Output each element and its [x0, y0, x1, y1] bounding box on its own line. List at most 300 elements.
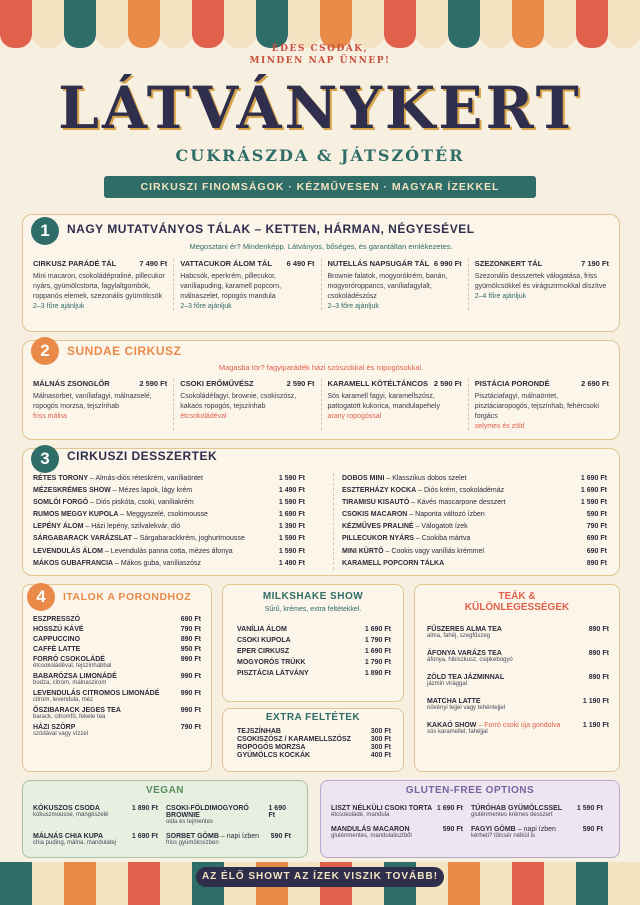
dessert-row	[33, 497, 305, 509]
dessert-label: SÁRGABARACK VARÁZSLAT – Sárgabarackkrém, joghurtmousse	[33, 535, 245, 543]
section-tagline: Megosztani ér? Mindenképp. Látványos, bőséges, és garantáltan emlékezetes.	[189, 242, 453, 251]
item-label	[237, 728, 281, 735]
item-name: ŐSZIBARACK JEGES TEA	[33, 707, 121, 714]
item-label	[331, 805, 432, 812]
dessert-name: MÁKOS GUBAFRANCIA	[33, 559, 114, 567]
dessert-name: MÉZESKRÉMES SHOW	[33, 487, 111, 495]
brand-subtitle: CUKRÁSZDA & JÁTSZÓTÉR	[175, 146, 465, 165]
awning-stripe	[288, 0, 320, 48]
item-description: Málnasorbet, vaníliafagyi, málnazselé, ropogós morzsa, tejszínhab	[33, 393, 152, 410]
dessert-label: SOMLÓI FORGÓ – Diós piskóta, csoki, vaníliakrém	[33, 499, 194, 507]
awning-stripe	[608, 0, 640, 48]
item-price: 7 190 Ft	[581, 259, 609, 268]
item-note: friss málna	[33, 413, 67, 420]
dessert-desc: Csokiba mártva	[421, 535, 471, 543]
item-name: HÁZI SZÖRP	[33, 724, 76, 731]
item-label	[237, 626, 287, 633]
item-label	[33, 656, 105, 663]
item-label	[237, 659, 305, 666]
dessert-price: 690 Ft	[586, 535, 607, 543]
awning-stripe	[512, 0, 544, 48]
item-label	[237, 744, 305, 751]
footer-stripe	[576, 862, 608, 905]
item-note: 2–3 főre ajánljuk	[180, 303, 232, 310]
dessert-price: 690 Ft	[586, 547, 607, 555]
card-header	[475, 259, 609, 268]
item-description: Mini macaron, csokoládépraliné, pillecukor nyárs, gyümölcstorta, fagylaltgombók, roppanós elemek, szezonális gyümölcsök	[33, 273, 165, 300]
dessert-row	[33, 485, 305, 497]
dessert-row	[342, 497, 607, 509]
item-price: 590 Ft	[582, 826, 603, 833]
item-label	[427, 626, 502, 633]
card-header	[180, 259, 314, 268]
platter-list	[27, 259, 615, 310]
item-price: 6 990 Ft	[433, 259, 462, 268]
footer-stripe	[32, 862, 64, 905]
item-price: 1 690 Ft	[364, 626, 391, 633]
item-price: 2 590 Ft	[433, 379, 462, 388]
item-name: CSOKI ERŐMŰVÉSZ	[180, 379, 254, 388]
item-name: ESZPRESSZÓ	[33, 616, 81, 623]
dessert-price: 1 390 Ft	[278, 523, 305, 531]
item-name: MÁLNÁS CHIA KUPA	[33, 833, 103, 840]
dessert-label: MINI KÜRTŐ – Cookis vagy vaníliás krémmel	[342, 547, 484, 555]
list-item	[237, 637, 391, 644]
list-item	[33, 656, 201, 663]
section-extras	[222, 708, 404, 772]
section-teas	[414, 584, 620, 772]
tagline-line-1: ÉDES CSODÁK,	[271, 44, 369, 54]
item-name: CIRKUSZ PARÁDÉ TÁL	[33, 259, 117, 268]
dessert-row	[33, 558, 305, 570]
item-description: Csokoládéfagyi, brownie, csokiszósz, kakaós ropogós, tejszínhab	[180, 393, 297, 410]
menu-card	[468, 259, 615, 310]
menu-card	[321, 259, 468, 310]
section-milkshake	[222, 584, 404, 702]
dessert-desc: Kávés mascarpone desszert	[417, 499, 506, 507]
section-number: 3	[31, 445, 59, 473]
awning-stripe	[416, 0, 448, 48]
dessert-desc: Házi lepény, szilvalekvár, dió	[91, 523, 181, 531]
awning-stripe	[96, 0, 128, 48]
section-tagline: Magasba tör? fagyiparádék házi szószokkal és ropogósokkal.	[218, 363, 424, 372]
grid-item	[471, 805, 611, 822]
item-price: 590 Ft	[270, 833, 291, 840]
list-item	[237, 744, 391, 751]
section-number: 2	[31, 337, 59, 365]
section-desserts	[22, 448, 620, 576]
dessert-label: TIRAMISU KISAUTÓ – Kávés mascarpone desszert	[342, 499, 506, 507]
item-name: LEVENDULÁS CITROMOS LIMONÁDÉ	[33, 690, 160, 697]
item-label	[427, 722, 561, 729]
item-description: növényi tejjel vagy tehéntejjel	[427, 705, 506, 711]
list-item	[427, 674, 609, 681]
dessert-col-left	[33, 473, 305, 570]
item-price: 990 Ft	[180, 656, 201, 663]
item-label	[33, 673, 117, 680]
item-name: FAGYI GÖMB	[471, 826, 516, 833]
item-name: NUTELLÁS NAPSUGÁR TÁL	[327, 259, 430, 268]
list-item	[237, 659, 391, 666]
list-item	[33, 616, 201, 623]
menu-card	[173, 259, 320, 310]
item-description: gluténmentes krémes desszert	[471, 812, 553, 818]
dessert-desc: Almás-diós réteskrém, vaníliaöntet	[95, 475, 203, 482]
item-name: VANÍLIA ÁLOM	[237, 626, 287, 633]
item-description: kérheti? tölcsér nélkül is	[471, 833, 536, 839]
item-name: KAKAÓ SHOW	[427, 722, 477, 729]
item-label	[331, 826, 410, 833]
awning-stripe	[32, 0, 64, 48]
footer-stripe	[512, 862, 544, 905]
card-header	[33, 259, 167, 268]
item-name: EPER CIRKUSZ	[237, 648, 290, 655]
item-label	[166, 805, 268, 819]
item-price: 690 Ft	[180, 616, 201, 623]
footer-stripe	[96, 862, 128, 905]
dessert-price: 1 590 Ft	[278, 535, 305, 543]
footer-stripe	[0, 862, 32, 905]
item-name: BABARÓZSA LIMONÁDÉ	[33, 673, 117, 680]
item-extra: – napi ízben	[517, 826, 556, 833]
list-item	[427, 698, 609, 705]
item-price: 2 590 Ft	[139, 379, 168, 388]
item-label	[33, 833, 103, 840]
vegan-list	[33, 805, 299, 854]
item-label	[33, 636, 80, 643]
item-description: citrom, levendula, méz	[33, 697, 94, 703]
tagline-line-2: MINDEN NAP ÜNNEP!	[249, 56, 391, 66]
milkshake-title: MILKSHAKE SHOW	[262, 591, 364, 602]
item-note: 2–4 főre ajánljuk	[474, 293, 527, 300]
awning-stripe	[64, 0, 96, 48]
dessert-row	[33, 509, 305, 521]
dessert-row	[342, 533, 607, 545]
menu-card	[468, 379, 615, 430]
item-extra: – napi ízben	[220, 833, 260, 840]
awning-stripe	[448, 0, 480, 48]
grid-item	[331, 805, 471, 822]
grid-item	[33, 833, 166, 850]
item-price: 1 690 Ft	[364, 648, 391, 655]
card-header	[328, 259, 462, 268]
header-tagline	[0, 43, 640, 67]
footer-stripe	[64, 862, 96, 905]
item-label	[471, 805, 562, 812]
item-name: CSOKI-FÖLDIMOGYORÓ BROWNIE	[166, 805, 249, 819]
item-price: 790 Ft	[180, 724, 201, 731]
item-price: 400 Ft	[370, 752, 391, 759]
list-item	[237, 736, 391, 743]
item-name: FŰSZERES ALMA TEA	[427, 626, 502, 633]
item-price: 990 Ft	[180, 673, 201, 680]
item-price: 1 190 Ft	[582, 722, 609, 729]
dessert-desc: Sárgabarackkrém, joghurtmousse	[139, 535, 245, 543]
awning-stripe	[352, 0, 384, 48]
item-description: áfonya, hibiszkusz, csipkebogyó	[427, 657, 513, 663]
dessert-label: KÉZMŰVES PRALINÉ – Válogatott ízek	[342, 523, 468, 531]
dessert-label: LEPÉNY ÁLOM – Házi lepény, szilvalekvár, dió	[33, 523, 181, 531]
dessert-desc: Klasszikus dobos szelet	[392, 475, 467, 482]
item-price: 6 490 Ft	[286, 259, 315, 268]
card-header	[475, 379, 609, 388]
list-item	[237, 626, 391, 633]
footer-stripe	[128, 862, 160, 905]
dessert-name: ESZTERHÁZY KOCKA	[342, 487, 417, 495]
item-description: Brownie falatok, mogyorókrém, banán, mogyoróroppancs, vaníliafagylalt, csokoládészósz	[327, 273, 448, 300]
section-title: NAGY MUTATVÁNYOS TÁLAK – KETTEN, HÁRMAN, NÉGYESÉVEL	[67, 222, 475, 236]
dessert-name: DOBOS MINI	[342, 475, 385, 482]
menu-card	[27, 259, 173, 310]
dessert-label	[342, 558, 444, 570]
item-label	[166, 833, 259, 840]
item-price: 300 Ft	[370, 736, 391, 743]
item-price: 1 890 Ft	[364, 670, 391, 677]
dessert-row	[33, 546, 305, 558]
dessert-desc: Cookis vagy vaníliás krémmel	[391, 547, 484, 555]
item-price: 890 Ft	[588, 650, 609, 657]
grid-item	[166, 833, 299, 850]
item-price: 1 690 Ft	[131, 833, 158, 840]
footer-stripe	[448, 862, 480, 905]
list-item	[33, 805, 158, 812]
item-price: 300 Ft	[370, 744, 391, 751]
item-description: alma, fahéj, szegfűszeg	[427, 633, 491, 639]
item-price: 790 Ft	[180, 626, 201, 633]
dessert-label: CSOKIS MACARON – Naponta változó ízben	[342, 511, 485, 519]
list-item	[237, 728, 391, 735]
dessert-desc: Mákos guba, vaníliaszósz	[120, 559, 202, 567]
item-price: 990 Ft	[180, 707, 201, 714]
item-name: GYÜMÖLCS KOCKÁK	[237, 752, 311, 759]
dessert-label: RUMOS MEGGY KUPOLA – Meggyszelé, csokimousse	[33, 511, 208, 519]
dessert-row	[342, 558, 607, 570]
item-price: 890 Ft	[588, 626, 609, 633]
item-note: selymes és zöld	[474, 423, 525, 430]
dessert-row	[342, 473, 607, 485]
dessert-name: KÉZMŰVES PRALINÉ	[342, 523, 414, 531]
list-item	[427, 722, 609, 729]
item-label	[33, 805, 100, 812]
item-name: SORBET GÖMB	[166, 833, 219, 840]
item-label	[237, 752, 310, 759]
item-name: FORRÓ CSOKOLÁDÉ	[33, 656, 105, 663]
tea-list	[427, 625, 609, 746]
dessert-desc: Mézes lapok, lágy krém	[118, 487, 193, 495]
item-name: VATTACUKOR ÁLOM TÁL	[180, 259, 272, 268]
item-price: 990 Ft	[180, 690, 201, 697]
brand-title: LÁTVÁNYKERT	[58, 74, 582, 142]
footer-stripe	[160, 862, 192, 905]
list-item	[166, 805, 291, 819]
grid-item	[471, 826, 611, 843]
item-description: barack, citromfű, fekete tea	[33, 714, 106, 720]
item-price: 590 Ft	[442, 826, 463, 833]
item-description: gluténmentes, mandulalisztből	[331, 833, 412, 839]
item-name: MÁLNÁS ZSONGLŐR	[33, 379, 110, 388]
dessert-label: MÉZESKRÉMES SHOW – Mézes lapok, lágy krém	[33, 487, 193, 495]
dessert-price: 1 590 Ft	[278, 475, 305, 482]
menu-card	[27, 379, 173, 430]
item-label	[471, 826, 556, 833]
footer-stripe	[480, 862, 512, 905]
section-vegan	[22, 780, 308, 858]
item-description: étcsokoládé, mandula	[331, 812, 390, 818]
item-description: friss gyümölcsízben	[166, 840, 219, 846]
footer-stripe	[544, 862, 576, 905]
dessert-desc: Válogatott ízek	[421, 523, 468, 531]
list-item	[331, 826, 463, 833]
list-item	[33, 833, 158, 840]
footer-stripe	[608, 862, 640, 905]
section-title: SUNDAE CIRKUSZ	[67, 344, 182, 358]
item-name: SZEZONKERT TÁL	[474, 259, 543, 268]
card-header	[33, 379, 167, 388]
dessert-desc: Diós krém, csokoládémáz	[423, 487, 505, 495]
item-price: 890 Ft	[588, 674, 609, 681]
dessert-col-right	[333, 473, 607, 570]
item-label	[33, 707, 121, 714]
dessert-price: 790 Ft	[586, 523, 607, 531]
dessert-name: KARAMELL POPCORN TÁLKA	[342, 559, 445, 567]
grid-item	[166, 805, 299, 829]
item-name: ZÖLD TEA JÁZMINNAL	[427, 674, 505, 681]
item-description: Habcsók, eperkrém, pillecukor, vaníliapuding, karamell popcorn, málnaszelet, ropogós mandula	[180, 273, 282, 300]
item-price: 300 Ft	[370, 728, 391, 735]
awning-stripe	[544, 0, 576, 48]
dessert-row	[342, 521, 607, 533]
dessert-price: 1 590 Ft	[278, 547, 305, 555]
list-item	[331, 805, 463, 812]
list-item	[427, 650, 609, 657]
extras-title: EXTRA FELTÉTEK	[265, 712, 361, 723]
list-item	[33, 646, 201, 653]
item-label	[427, 650, 502, 657]
item-price: 1 790 Ft	[364, 637, 391, 644]
dessert-row	[342, 485, 607, 497]
list-item	[237, 648, 391, 655]
awning-stripe	[480, 0, 512, 48]
list-item	[471, 805, 603, 812]
dessert-row	[342, 546, 607, 558]
item-note: arany ropogóssal	[327, 413, 382, 420]
dessert-name: PILLECUKOR NYÁRS	[342, 535, 414, 543]
item-description: jázmin virággal	[427, 681, 468, 687]
dessert-row	[33, 533, 305, 545]
item-name: PISZTÁCIA LÁTVÁNY	[237, 670, 309, 677]
menu-card	[321, 379, 468, 430]
awning-stripe	[160, 0, 192, 48]
item-price: 7 490 Ft	[139, 259, 168, 268]
dessert-row	[342, 509, 607, 521]
item-price: 2 590 Ft	[286, 379, 315, 388]
awning-stripe	[224, 0, 256, 48]
item-name: ÁFONYA VARÁZS TEA	[427, 650, 502, 657]
teas-title-2: KÜLÖNLEGESSÉGEK	[464, 602, 570, 613]
awning-stripe	[384, 0, 416, 48]
footer-banner: AZ ÉLŐ SHOWT AZ ÍZEK VISZIK TOVÁBB!	[196, 867, 444, 887]
list-item	[33, 690, 201, 697]
milkshake-list	[237, 625, 391, 681]
sundae-list	[27, 379, 615, 430]
awning-stripe	[0, 0, 32, 48]
dessert-price: 590 Ft	[586, 511, 607, 519]
item-note: étcsokoládéval	[180, 413, 227, 420]
awning-stripe	[256, 0, 288, 48]
item-name: TEJSZÍNHAB	[237, 728, 281, 735]
card-header	[180, 379, 314, 388]
item-price: 2 690 Ft	[581, 379, 609, 388]
item-label	[33, 616, 80, 623]
section-drinks	[22, 584, 212, 772]
dessert-price: 890 Ft	[586, 559, 607, 567]
item-name: CSOKI KUPOLA	[237, 637, 291, 644]
item-name: KÓKUSZOS CSODA	[33, 805, 100, 812]
item-label	[427, 674, 504, 681]
item-price: 1 890 Ft	[131, 805, 158, 812]
item-price: 1 190 Ft	[582, 698, 609, 705]
dessert-name: TIRAMISU KISAUTÓ	[342, 499, 410, 507]
dessert-row	[33, 521, 305, 533]
dessert-label: ESZTERHÁZY KOCKA – Diós krém, csokoládémáz	[342, 487, 505, 495]
dessert-label: RÉTES TORONY – Almás-diós réteskrém, vaníliaöntet	[33, 475, 203, 482]
dessert-name: RUMOS MEGGY KUPOLA	[33, 511, 119, 519]
item-description: kókuszmousse, mangószelé	[33, 812, 109, 818]
item-price: 950 Ft	[180, 646, 201, 653]
dessert-row	[33, 473, 305, 485]
section-sundae	[22, 340, 620, 440]
item-price: 1 590 Ft	[576, 805, 603, 812]
item-description: étcsokoládéval, tejszínhabbal	[33, 663, 112, 669]
awning-stripe	[192, 0, 224, 48]
section-number: 1	[31, 217, 59, 245]
dessert-price: 1 490 Ft	[278, 559, 305, 567]
dessert-label: DOBOS MINI – Klasszikus dobos szelet	[342, 475, 467, 482]
teas-title-1: TEÁK &	[498, 591, 536, 602]
item-label	[237, 637, 291, 644]
item-name: HOSSZÚ KÁVÉ	[33, 626, 84, 633]
item-name: CAFFÈ LATTE	[33, 646, 81, 653]
item-name: MANDULÁS MACARON	[331, 826, 410, 833]
menu-card	[173, 379, 320, 430]
section-title: ITALOK A PORONDHOZ	[63, 591, 192, 603]
milkshake-tagline: Sűrű, krémes, extra feltétekkel.	[264, 606, 362, 613]
item-label	[427, 698, 481, 705]
list-item	[33, 636, 201, 643]
awning-stripe	[320, 0, 352, 48]
list-item	[33, 626, 201, 633]
item-price: 1 690 Ft	[436, 805, 463, 812]
item-label	[33, 690, 159, 697]
item-name: MATCHA LATTE	[427, 698, 481, 705]
dessert-price: 1 690 Ft	[580, 487, 607, 495]
item-label	[237, 736, 351, 743]
item-price: 1 690 Ft	[268, 805, 286, 819]
item-label	[33, 626, 84, 633]
extras-list	[237, 727, 391, 759]
header-ribbon: CIRKUSZI FINOMSÁGOK · KÉZMŰVESEN · MAGYAR ÍZEKKEL	[104, 176, 536, 198]
item-description: Sós karamell fagyi, karamellszósz, pattogatott kukorica, mandulapehely	[327, 393, 440, 410]
grid-item	[331, 826, 471, 843]
item-name: CSOKISZÓSZ / KARAMELLSZÓSZ	[237, 736, 351, 743]
dessert-price: 1 490 Ft	[278, 487, 305, 495]
dessert-name: LEVENDULÁS ÁLOM	[33, 547, 103, 555]
list-item	[33, 673, 201, 680]
dessert-name: SÁRGABARACK VARÁZSLAT	[33, 535, 132, 543]
item-extra: – Forró csoki úja gondolva	[478, 722, 561, 729]
awning-stripe	[128, 0, 160, 48]
item-name: TÚRÓHAB GYÜMÖLCSSEL	[471, 805, 562, 812]
